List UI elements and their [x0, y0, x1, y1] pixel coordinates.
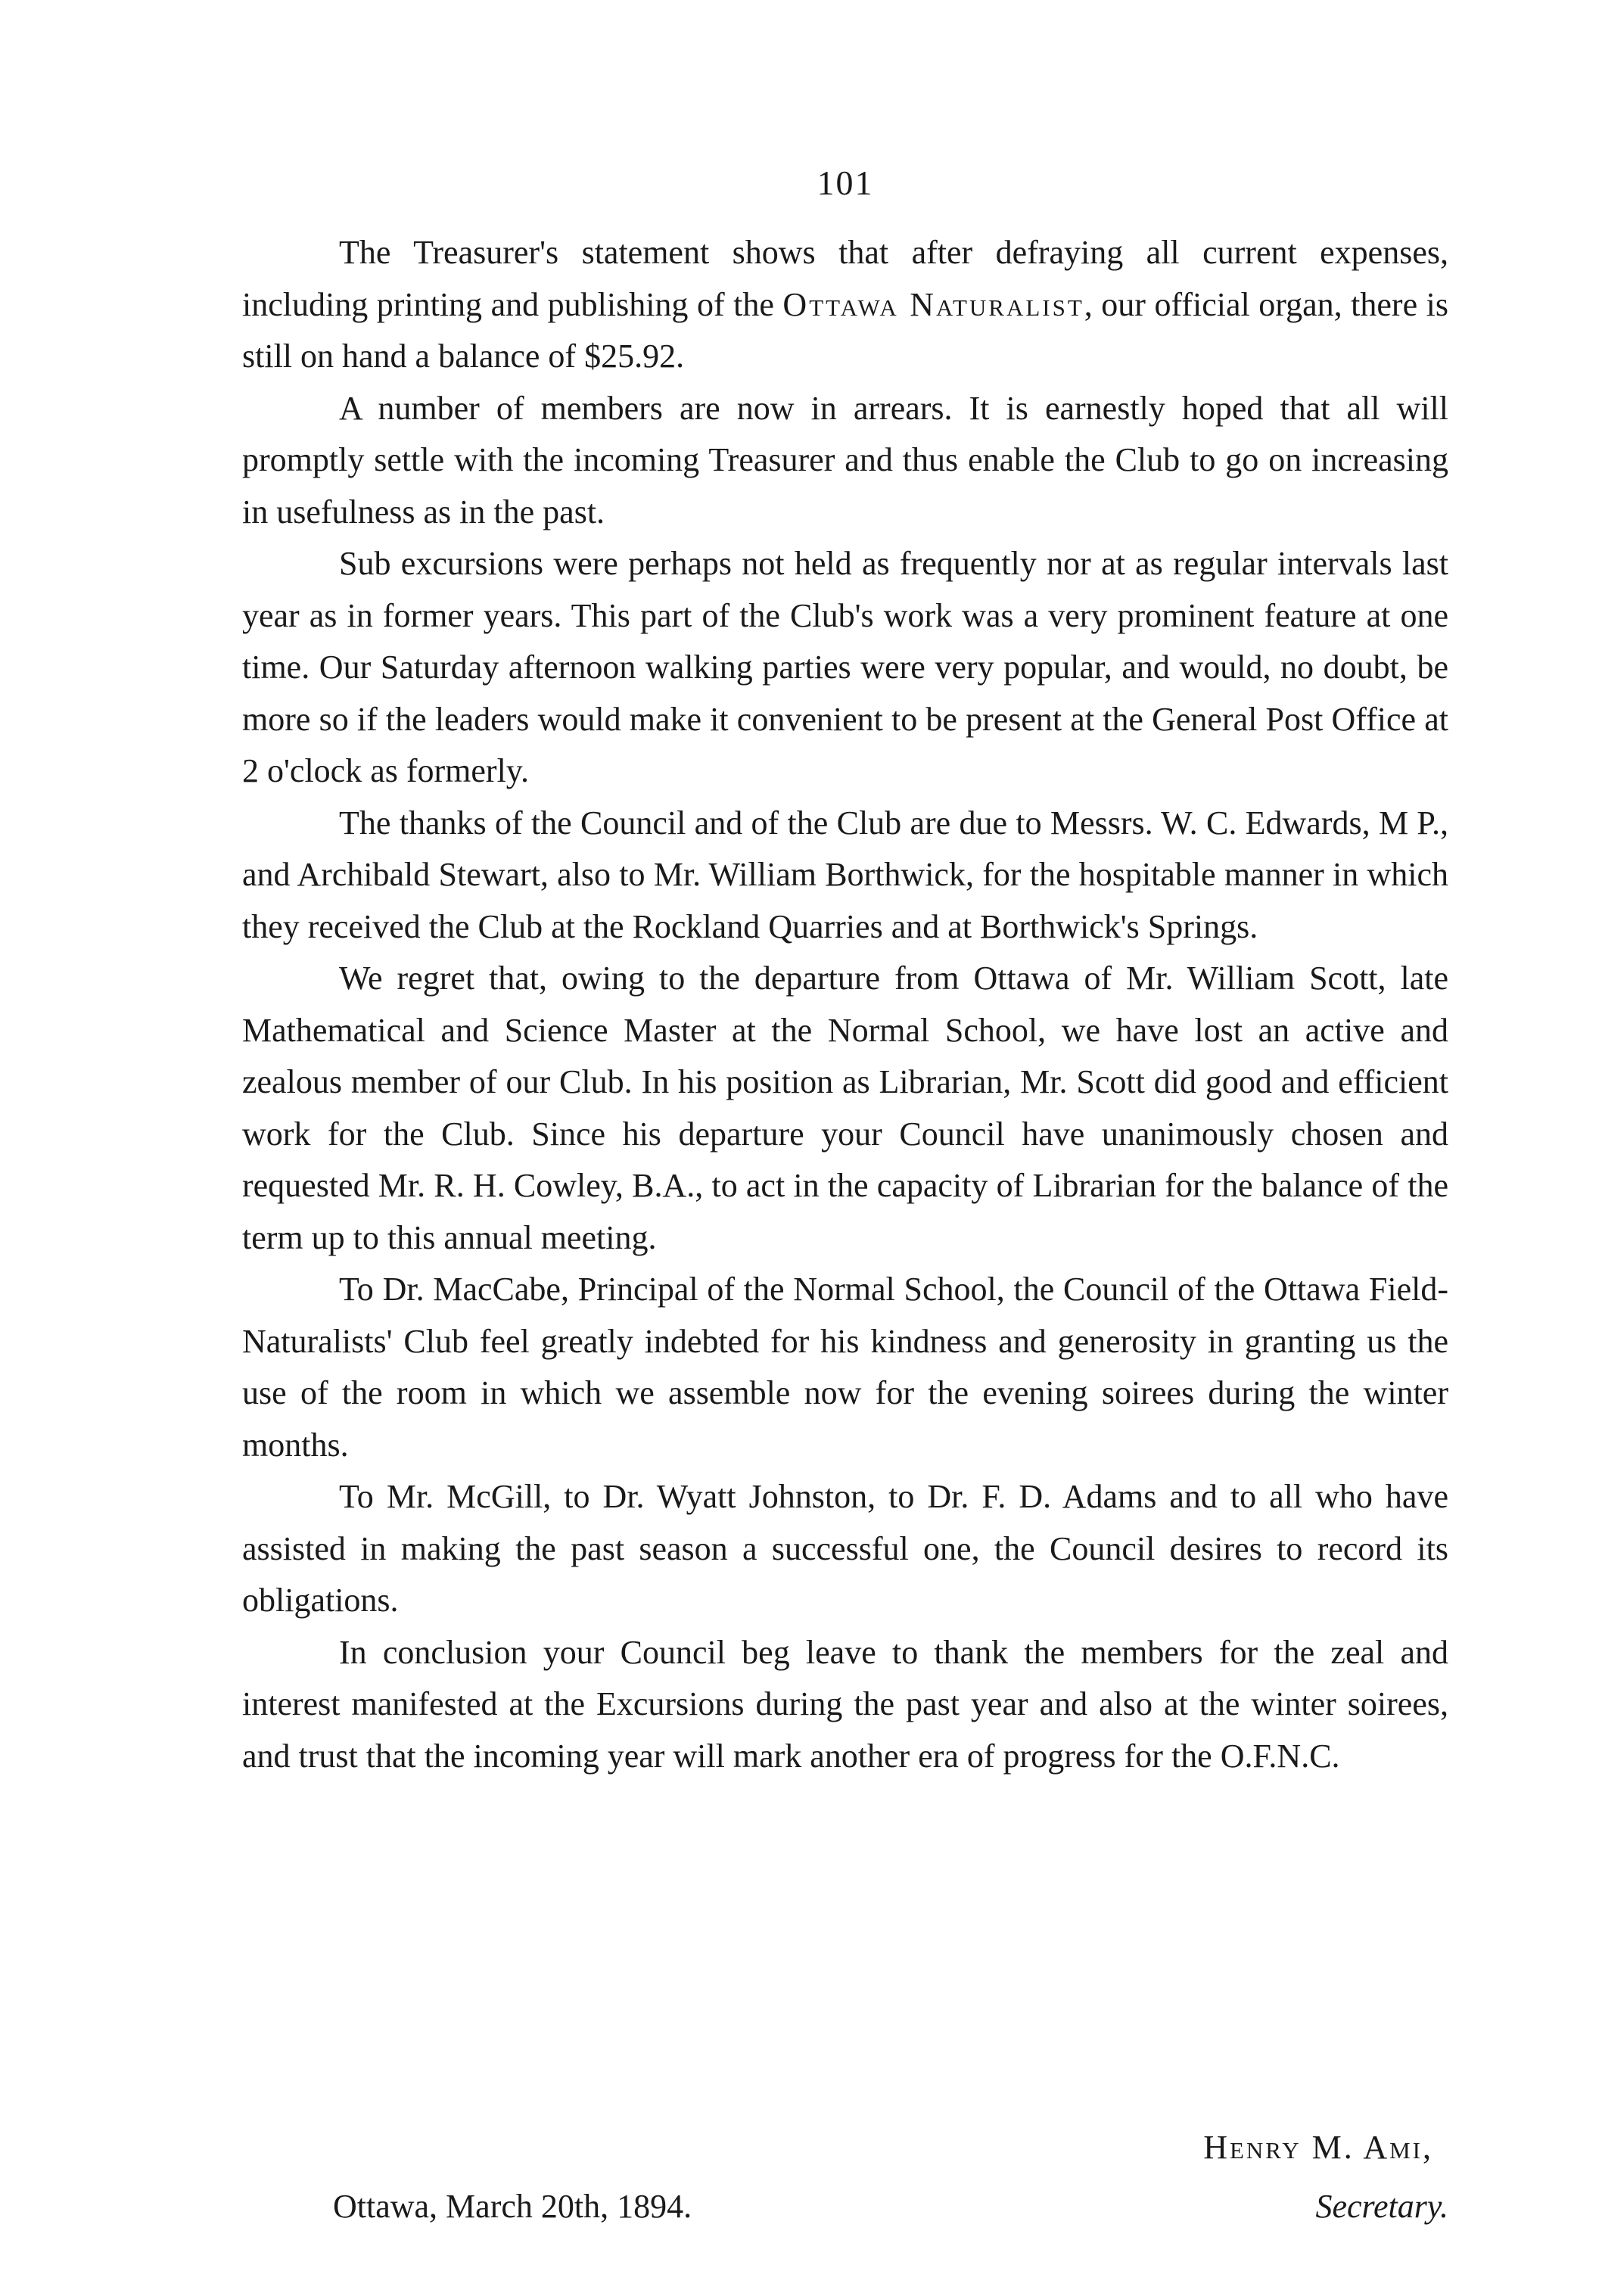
signatory-name: Henry M. Ami,: [1203, 2129, 1433, 2166]
journal-title: Ottawa Naturalist: [782, 285, 1084, 323]
paragraph-text: , our official organ, there is still on hand a balance of $25.92.: [242, 285, 1448, 375]
paragraph-normal-school: To Dr. MacCabe, Principal of the Normal School, the Council of the Ottawa Field-Naturalists' Club feel greatly indebted for his kindness and generosity in granting us the use of the room in which we assemble now for the evening soirees during the winter months.: [242, 1271, 1448, 1464]
paragraph-librarian: We regret that, owing to the departure from Ottawa of Mr. William Scott, late Mathematical and Science Master at the Normal School, we have lost an active and zealous member of our Club. In his position as Librarian, Mr. Scott did good and efficient work for the Club. Since his departure your Council have unanimously chosen and requested Mr. R. H. Cowley, B.A., to act in the capacity of Librarian for the balance of the term up to this annual meeting.: [242, 960, 1448, 1256]
paragraph-treasurer-statement: [242, 227, 1448, 383]
document-page: [242, 163, 1448, 1782]
paragraph-arrears: A number of members are now in arrears. It is earnestly hoped that all will promptly settle with the incoming Treasurer and thus enable the Club to go on increasing in usefulness as in the past.: [242, 389, 1448, 530]
signature-date: Ottawa, March 20th, 1894.: [333, 2188, 692, 2225]
paragraph-thanks: The thanks of the Council and of the Club are due to Messrs. W. C. Edwards, M P., and Archibald Stewart, also to Mr. William Borthwick, for the hospitable manner in which they received the Club at the Rockland Quarries and at Borthwick's Springs.: [242, 804, 1448, 945]
paragraph-conclusion: In conclusion your Council beg leave to thank the members for the zeal and interest manifested at the Excursions during the past year and also at the winter soirees, and trust that the incoming year will mark another era of progress for the O.F.N.C.: [242, 1633, 1448, 1775]
page-number: 101: [817, 163, 874, 202]
signature-block: [242, 2128, 1448, 2242]
paragraph-text: The Treasurer's statement shows that after defraying all current expenses, including printing and publishing of the: [242, 234, 1448, 323]
signatory-role: Secretary.: [1315, 2188, 1448, 2225]
paragraph-excursions: Sub excursions were perhaps not held as frequently nor at as regular intervals last year as in former years. This part of the Club's work was a very prominent feature at one time. Our Saturday afternoon walking parties were very popular, and would, no doubt, be more so if the leaders would make it convenient to be present at the General Post Office at 2 o'clock as formerly.: [242, 545, 1448, 789]
paragraph-obligations: To Mr. McGill, to Dr. Wyatt Johnston, to Dr. F. D. Adams and to all who have assisted in making the past season a successful one, the Council desires to record its obligations.: [242, 1478, 1448, 1619]
